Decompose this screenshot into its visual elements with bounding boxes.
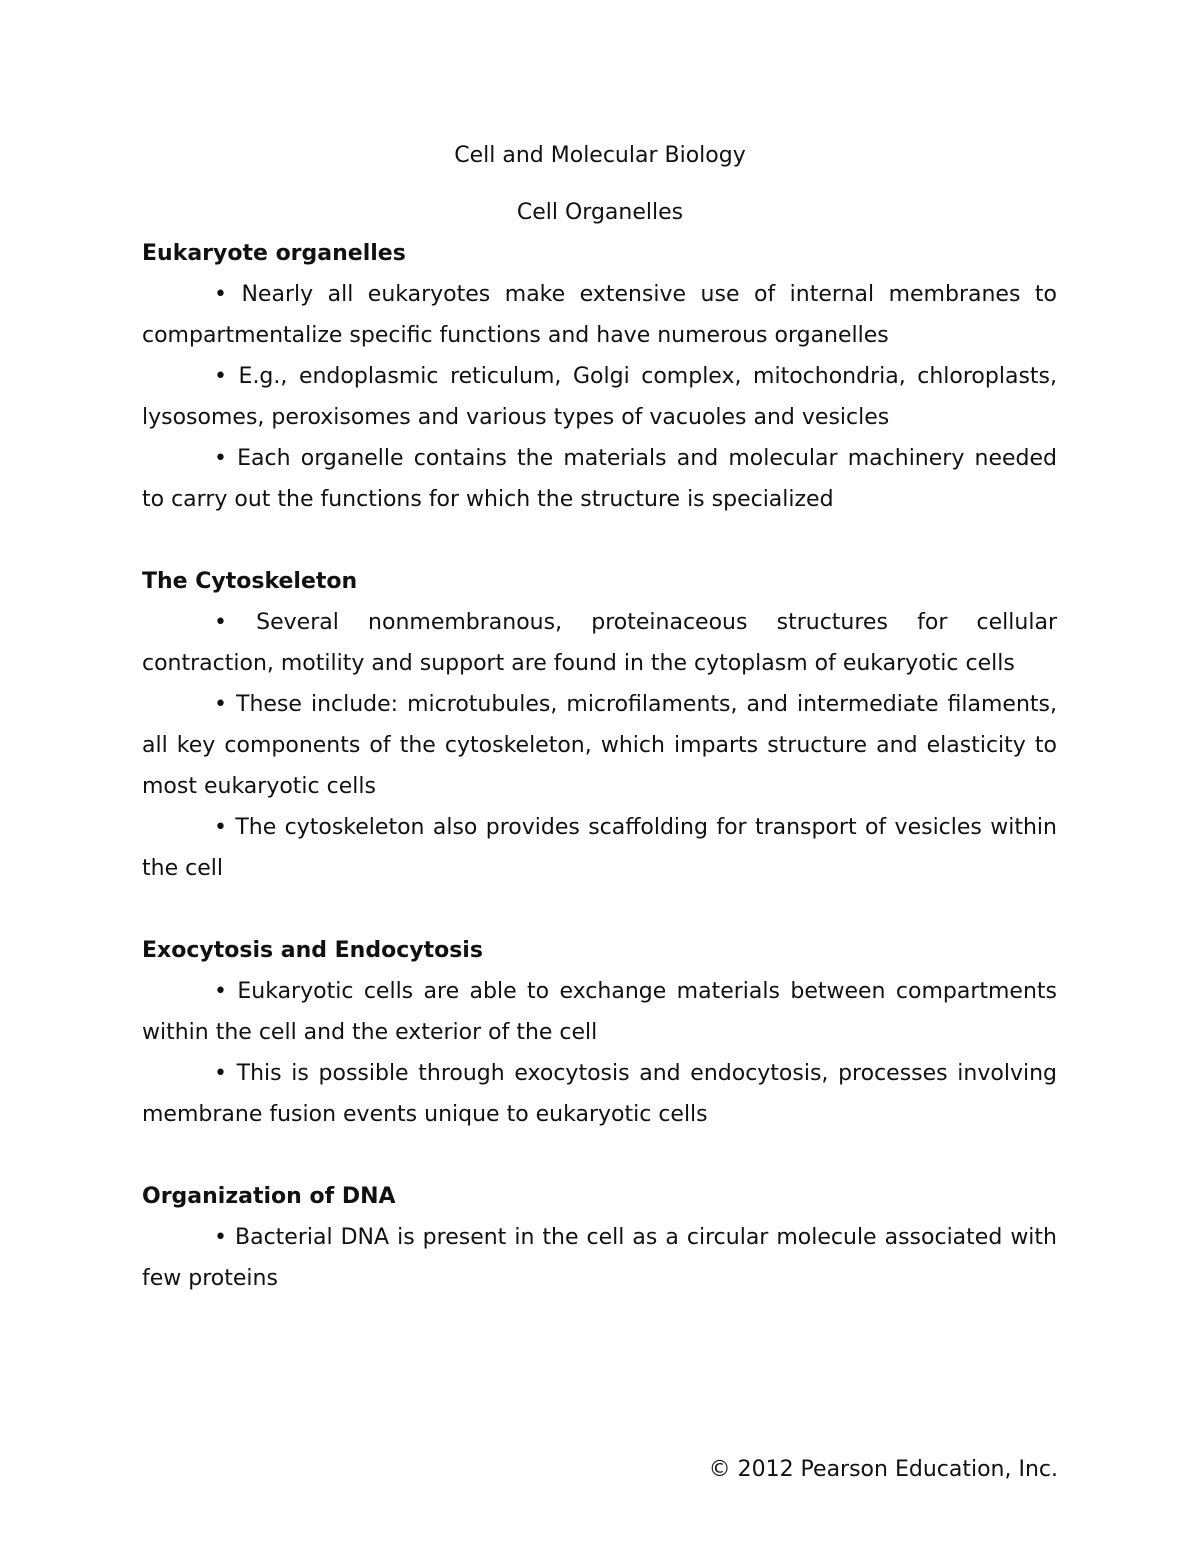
section-heading: The Cytoskeleton — [142, 569, 358, 594]
bullet-item: • These include: microtubules, microfilaments, and intermediate filaments, all key components of the cytoskeleton, which imparts structure and elasticity to most eukaryotic cells — [142, 692, 1057, 799]
section-spacer — [142, 1135, 1057, 1176]
document-subtitle: Cell Organelles — [516, 200, 684, 225]
section-heading: Organization of DNA — [142, 1184, 396, 1209]
bullet-item: • Each organelle contains the materials and molecular machinery needed to carry out the functions for which the structure is specialized — [142, 446, 1057, 512]
bullet-item: • The cytoskeleton also provides scaffolding for transport of vesicles within the cell — [142, 815, 1057, 881]
bullet-item: • Several nonmembranous, proteinaceous structures for cellular contraction, motility and support are found in the cytoplasm of eukaryotic cells — [142, 610, 1057, 676]
section-organization-dna — [142, 1176, 1057, 1299]
section-cytoskeleton — [142, 561, 1057, 889]
section-heading: Exocytosis and Endocytosis — [142, 938, 483, 963]
section-heading: Eukaryote organelles — [142, 241, 406, 266]
bullet-item: • Nearly all eukaryotes make extensive use of internal membranes to compartmentalize specific functions and have numerous organelles — [142, 282, 1057, 348]
document-title: Cell and Molecular Biology — [454, 143, 746, 168]
bullet-item: • This is possible through exocytosis and endocytosis, processes involving membrane fusion events unique to eukaryotic cells — [142, 1061, 1057, 1127]
section-exocytosis-endocytosis — [142, 930, 1057, 1135]
bullet-item: • Eukaryotic cells are able to exchange materials between compartments within the cell and the exterior of the cell — [142, 979, 1057, 1045]
section-spacer — [142, 889, 1057, 930]
copyright-footer: © 2012 Pearson Education, Inc. — [708, 1457, 1058, 1482]
bullet-item: • Bacterial DNA is present in the cell as a circular molecule associated with few proteins — [142, 1225, 1057, 1291]
section-spacer — [142, 520, 1057, 561]
section-eukaryote-organelles — [142, 233, 1057, 520]
bullet-item: • E.g., endoplasmic reticulum, Golgi complex, mitochondria, chloroplasts, lysosomes, peroxisomes and various types of vacuoles and vesicles — [142, 364, 1057, 430]
content-body — [142, 233, 1057, 1299]
